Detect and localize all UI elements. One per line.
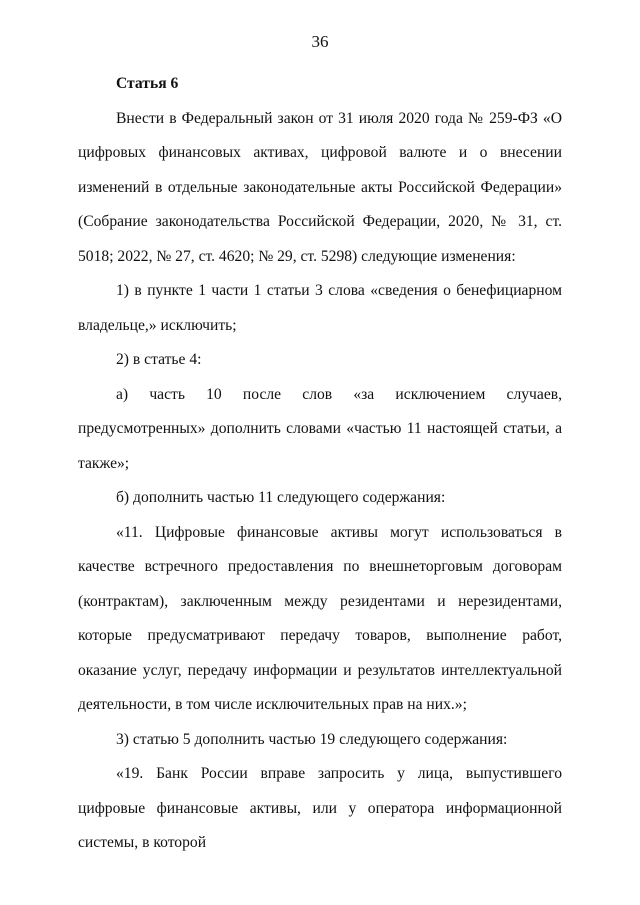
paragraph-item-3: 3) статью 5 дополнить частью 19 следующего содержания: bbox=[116, 730, 508, 748]
paragraph-item-2b: б) дополнить частью 11 следующего содержания: bbox=[116, 489, 446, 506]
paragraph-intro: Внести в Федеральный закон от 31 июля 2020 года № 259-ФЗ «О цифровых финансовых активах, цифровой валюте и о внесении изменений в отдельные законодательные акты Российской Федерации» (Собрание законодательства Российской Федерации, 2020, № 31, ст. 5018; 2022, № 27, ст. 4620; № 29, ст. 5298) следующие изменения: bbox=[78, 109, 562, 265]
paragraph-quoted-part-19: «19. Банк России вправе запросить у лица, выпустившего цифровые финансовые активы, или у оператора информационной системы, в которой bbox=[78, 765, 562, 851]
paragraph-item-2a: а) часть 10 после слов «за исключением случаев, предусмотренных» дополнить словами «частью 11 настоящей статьи, а также»; bbox=[78, 385, 562, 472]
paragraph-item-1: 1) в пункте 1 части 1 статьи 3 слова «сведения о бенефициарном владельце,» исключить; bbox=[78, 282, 562, 334]
document-body bbox=[78, 67, 562, 861]
paragraph-item-2: 2) в статье 4: bbox=[116, 351, 202, 368]
article-heading: Статья 6 bbox=[116, 75, 179, 92]
paragraph-quoted-part-11: «11. Цифровые финансовые активы могут использоваться в качестве встречного предоставления по внешнеторговым договорам (контрактам), заключенным между резидентами и нерезидентами, которые предусматривают передачу товаров, выполнение работ, оказание услуг, передачу информации и результатов интеллектуальной деятельности, в том числе исключительных прав на них.»; bbox=[78, 523, 562, 713]
page-number: 36 bbox=[311, 32, 329, 51]
